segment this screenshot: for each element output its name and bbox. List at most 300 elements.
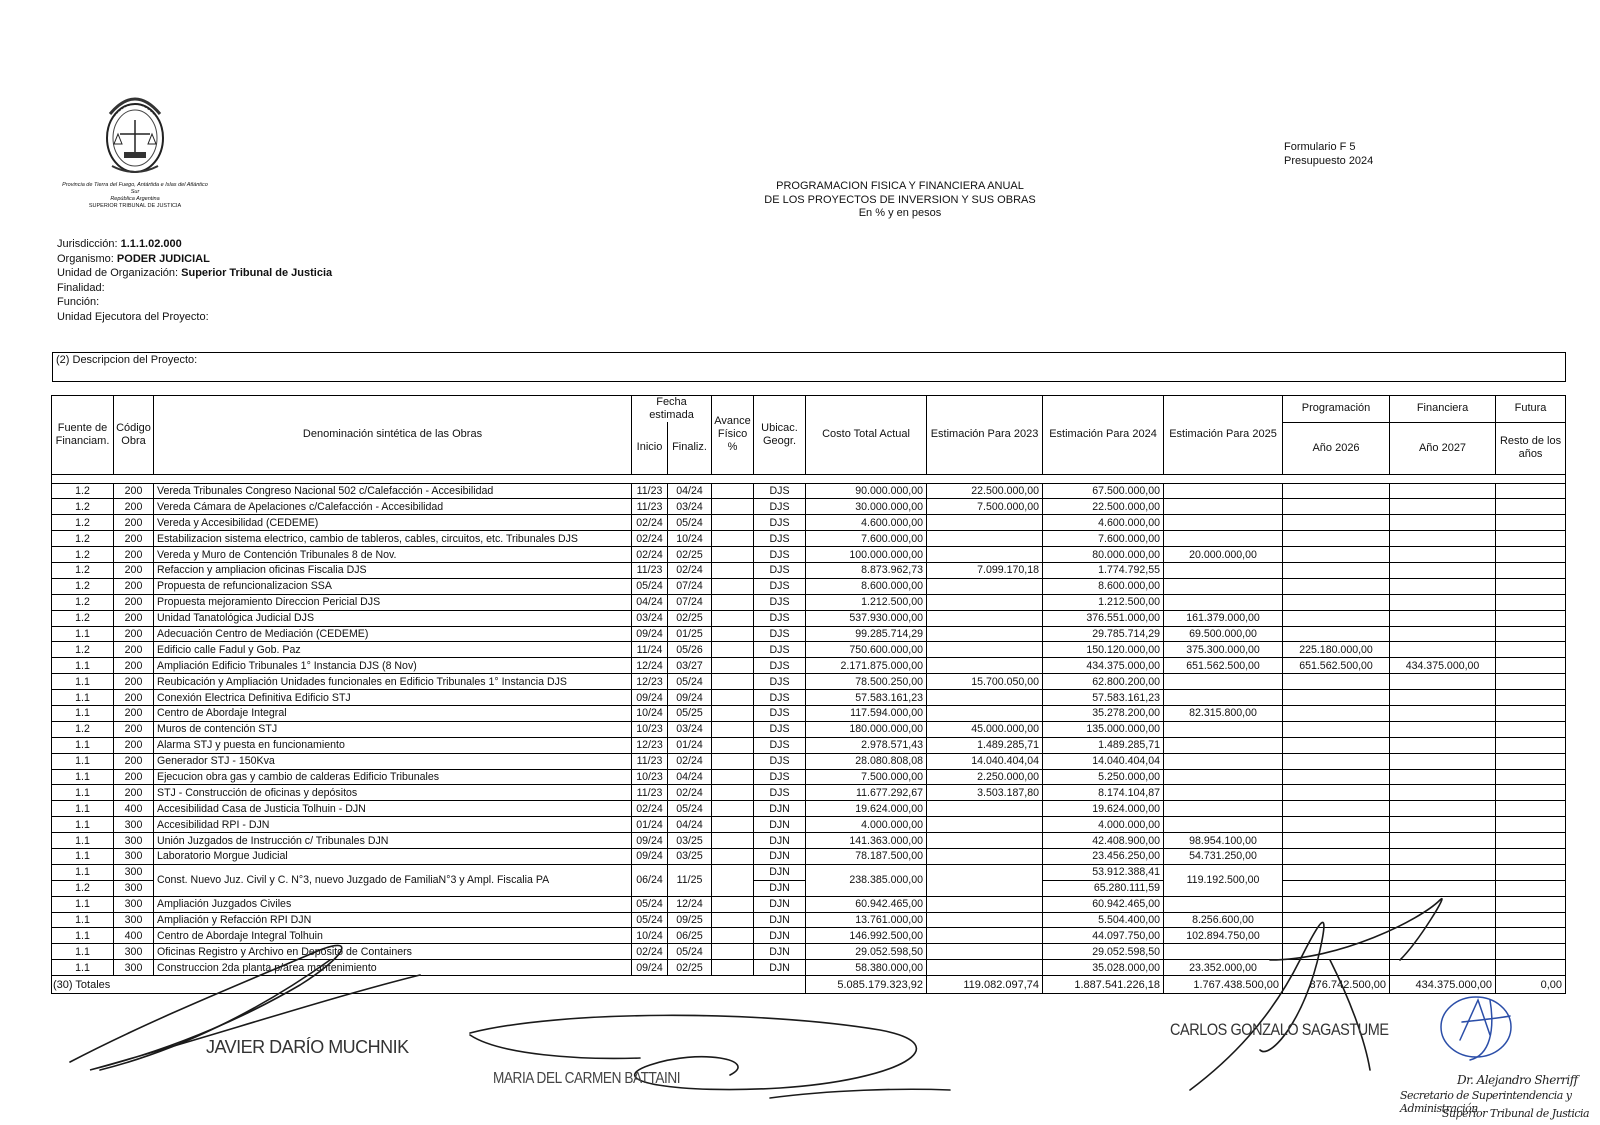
cell-est2024: 23.456.250,00 (1043, 848, 1164, 864)
cell-inicio: 10/23 (632, 721, 668, 737)
cell-costo: 7.500.000,00 (806, 769, 927, 785)
cell-denominacion: Propuesta de refuncionalizacion SSA (154, 578, 632, 594)
cell-fuente: 1.1 (52, 848, 114, 864)
signature-name-3: CARLOS GONZALO SAGASTUME (1170, 1020, 1389, 1039)
cell-fuente: 1.2 (52, 610, 114, 626)
cell-anio2027 (1390, 928, 1496, 944)
cell-est2023 (927, 801, 1043, 817)
header-est2025: Estimación Para 2025 (1164, 396, 1283, 475)
cell-finaliz: 02/24 (668, 753, 712, 769)
cell-codigo: 200 (114, 483, 154, 499)
cell-costo: 58.380.000,00 (806, 960, 927, 976)
cell-fuente: 1.1 (52, 833, 114, 849)
cell-codigo: 200 (114, 690, 154, 706)
cell-codigo: 200 (114, 547, 154, 563)
cell-ubicac: DJN (754, 944, 806, 960)
cell-resto (1496, 721, 1566, 737)
cell-costo: 8.600.000,00 (806, 578, 927, 594)
cell-finaliz: 03/25 (668, 833, 712, 849)
cell-est2023 (927, 896, 1043, 912)
cell-inicio: 01/24 (632, 817, 668, 833)
table-row (52, 944, 1566, 960)
cell-codigo: 200 (114, 674, 154, 690)
cell-est2023 (927, 912, 1043, 928)
cell-fuente: 1.1 (52, 864, 114, 880)
cell-resto (1496, 737, 1566, 753)
cell-codigo: 200 (114, 515, 154, 531)
cell-est2023 (927, 642, 1043, 658)
cell-est2024: 57.583.161,23 (1043, 690, 1164, 706)
cell-avance (712, 531, 754, 547)
cell-codigo: 200 (114, 737, 154, 753)
table-row (52, 705, 1566, 721)
cell-inicio: 11/23 (632, 483, 668, 499)
cell-est2024: 29.052.598,50 (1043, 944, 1164, 960)
jurisdiction-info (57, 237, 332, 325)
cell-codigo: 300 (114, 896, 154, 912)
cell-fuente: 1.1 (52, 912, 114, 928)
table-row (52, 562, 1566, 578)
cell-costo: 4.600.000,00 (806, 515, 927, 531)
total-anio2026: 876.742.500,00 (1283, 976, 1390, 994)
cell-anio2027: 434.375.000,00 (1390, 658, 1496, 674)
cell-avance (712, 594, 754, 610)
cell-costo: 60.942.465,00 (806, 896, 927, 912)
cell-est2025 (1164, 785, 1283, 801)
coat-of-arms-logo (100, 86, 170, 178)
cell-finaliz: 03/27 (668, 658, 712, 674)
cell-est2024: 14.040.404,04 (1043, 753, 1164, 769)
cell-ubicac: DJS (754, 721, 806, 737)
project-description-box (52, 352, 1566, 382)
cell-finaliz: 03/25 (668, 848, 712, 864)
cell-est2025: 20.000.000,00 (1164, 547, 1283, 563)
table-row (52, 801, 1566, 817)
table-row (52, 737, 1566, 753)
cell-fuente: 1.1 (52, 690, 114, 706)
cell-avance (712, 753, 754, 769)
cell-est2025: 69.500.000,00 (1164, 626, 1283, 642)
cell-costo: 117.594.000,00 (806, 705, 927, 721)
unidad-org-value: Superior Tribunal de Justicia (181, 267, 333, 280)
cell-resto (1496, 833, 1566, 849)
cell-est2025 (1164, 562, 1283, 578)
cell-codigo: 200 (114, 531, 154, 547)
cell-codigo: 300 (114, 880, 154, 896)
cell-denominacion: Ampliación Juzgados Civiles (154, 896, 632, 912)
table-row (52, 912, 1566, 928)
cell-est2024: 4.000.000,00 (1043, 817, 1164, 833)
table-row (52, 848, 1566, 864)
cell-costo: 28.080.808,08 (806, 753, 927, 769)
cell-avance (712, 944, 754, 960)
cell-anio2026 (1283, 848, 1390, 864)
cell-inicio: 02/24 (632, 531, 668, 547)
cell-resto (1496, 531, 1566, 547)
cell-anio2027 (1390, 642, 1496, 658)
cell-resto (1496, 817, 1566, 833)
cell-finaliz: 01/25 (668, 626, 712, 642)
cell-ubicac: DJN (754, 801, 806, 817)
cell-denominacion: Construccion 2da planta p/area mantenimiento (154, 960, 632, 976)
cell-finaliz: 05/25 (668, 705, 712, 721)
cell-est2025 (1164, 817, 1283, 833)
cell-est2025 (1164, 769, 1283, 785)
cell-est2025 (1164, 737, 1283, 753)
cell-denominacion: Unión Juzgados de Instrucción c/ Tribunales DJN (154, 833, 632, 849)
cell-est2023 (927, 817, 1043, 833)
signature-title-4: Secretario de Superintendencia y Administración (1400, 1089, 1572, 1115)
cell-anio2027 (1390, 721, 1496, 737)
cell-avance (712, 928, 754, 944)
cell-inicio: 03/24 (632, 610, 668, 626)
title-line-3: En % y en pesos (858, 207, 942, 219)
cell-costo: 2.171.875.000,00 (806, 658, 927, 674)
cell-inicio: 09/24 (632, 960, 668, 976)
cell-codigo: 200 (114, 769, 154, 785)
cell-codigo: 400 (114, 801, 154, 817)
cell-inicio: 05/24 (632, 912, 668, 928)
cell-resto (1496, 674, 1566, 690)
table-row (52, 674, 1566, 690)
cell-finaliz: 03/24 (668, 499, 712, 515)
header-fecha: Fecha estimada (632, 396, 712, 423)
cell-anio2027 (1390, 833, 1496, 849)
cell-denominacion: Unidad Tanatológica Judicial DJS (154, 610, 632, 626)
cell-est2023 (927, 833, 1043, 849)
table-row-group (52, 864, 1566, 880)
cell-resto (1496, 642, 1566, 658)
cell-avance (712, 960, 754, 976)
cell-est2025 (1164, 515, 1283, 531)
cell-avance (712, 515, 754, 531)
table-row (52, 578, 1566, 594)
cell-denominacion: Centro de Abordaje Integral Tolhuin (154, 928, 632, 944)
cell-fuente: 1.1 (52, 753, 114, 769)
cell-costo: 78.500.250,00 (806, 674, 927, 690)
cell-est2024: 1.212.500,00 (1043, 594, 1164, 610)
cell-fuente: 1.2 (52, 483, 114, 499)
totals-label: (30) Totales (52, 976, 806, 994)
cell-anio2027 (1390, 785, 1496, 801)
cell-est2024: 42.408.900,00 (1043, 833, 1164, 849)
cell-anio2026: 651.562.500,00 (1283, 658, 1390, 674)
cell-est2023 (927, 531, 1043, 547)
cell-fuente: 1.1 (52, 801, 114, 817)
totals-row (52, 976, 1566, 994)
cell-resto (1496, 960, 1566, 976)
cell-est2025: 651.562.500,00 (1164, 658, 1283, 674)
cell-avance (712, 737, 754, 753)
cell-anio2026 (1283, 753, 1390, 769)
cell-costo: 100.000.000,00 (806, 547, 927, 563)
cell-inicio: 02/24 (632, 801, 668, 817)
cell-est2025 (1164, 578, 1283, 594)
cell-denominacion: Muros de contención STJ (154, 721, 632, 737)
cell-anio2026 (1283, 833, 1390, 849)
cell-ubicac: DJS (754, 547, 806, 563)
cell-codigo: 200 (114, 753, 154, 769)
cell-anio2026 (1283, 610, 1390, 626)
cell-anio2027 (1390, 960, 1496, 976)
cell-est2025 (1164, 531, 1283, 547)
cell-anio2026 (1283, 690, 1390, 706)
cell-avance (712, 801, 754, 817)
table-row (52, 785, 1566, 801)
cell-finaliz: 02/24 (668, 785, 712, 801)
cell-est2025 (1164, 801, 1283, 817)
cell-denominacion: Vereda y Muro de Contención Tribunales 8 de Nov. (154, 547, 632, 563)
cell-fuente: 1.2 (52, 721, 114, 737)
cell-denominacion: Refaccion y ampliacion oficinas Fiscalia DJS (154, 562, 632, 578)
cell-denominacion: Adecuación Centro de Mediación (CEDEME) (154, 626, 632, 642)
table-row (52, 515, 1566, 531)
cell-anio2026 (1283, 562, 1390, 578)
cell-anio2026 (1283, 626, 1390, 642)
header-finaliz: Finaliz. (668, 422, 712, 474)
cell-inicio: 11/23 (632, 785, 668, 801)
cell-est2023: 1.489.285,71 (927, 737, 1043, 753)
cell-est2025: 161.379.000,00 (1164, 610, 1283, 626)
cell-est2023 (927, 515, 1043, 531)
cell-inicio: 12/23 (632, 674, 668, 690)
province-line-1: Provincia de Tierra del Fuego, Antártida e Islas del Atlántico Sur (62, 182, 208, 195)
projects-table (51, 395, 1566, 994)
cell-anio2026 (1283, 547, 1390, 563)
cell-est2024: 19.624.000,00 (1043, 801, 1164, 817)
cell-fuente: 1.1 (52, 960, 114, 976)
cell-anio2026 (1283, 531, 1390, 547)
cell-ubicac: DJS (754, 785, 806, 801)
cell-codigo: 200 (114, 626, 154, 642)
cell-costo: 57.583.161,23 (806, 690, 927, 706)
cell-codigo: 300 (114, 833, 154, 849)
cell-est2023 (927, 928, 1043, 944)
cell-ubicac: DJS (754, 515, 806, 531)
cell-finaliz: 01/24 (668, 737, 712, 753)
table-row (52, 896, 1566, 912)
cell-est2024: 35.028.000,00 (1043, 960, 1164, 976)
cell-inicio: 11/23 (632, 753, 668, 769)
table-row (52, 483, 1566, 499)
cell-anio2026 (1283, 705, 1390, 721)
cell-anio2027 (1390, 610, 1496, 626)
cell-anio2027 (1390, 737, 1496, 753)
cell-est2024: 8.600.000,00 (1043, 578, 1164, 594)
cell-anio2026 (1283, 801, 1390, 817)
cell-ubicac: DJS (754, 562, 806, 578)
cell-fuente: 1.1 (52, 944, 114, 960)
unidad-ejecutora-row: Unidad Ejecutora del Proyecto: (57, 310, 209, 323)
cell-avance (712, 562, 754, 578)
cell-est2025: 102.894.750,00 (1164, 928, 1283, 944)
cell-finaliz: 05/24 (668, 674, 712, 690)
header-avance: Avance Físico % (712, 396, 754, 475)
cell-fuente: 1.2 (52, 880, 114, 896)
cell-anio2027 (1390, 515, 1496, 531)
cell-fuente: 1.1 (52, 705, 114, 721)
cell-codigo: 200 (114, 499, 154, 515)
cell-inicio: 11/24 (632, 642, 668, 658)
cell-anio2026 (1283, 769, 1390, 785)
cell-ubicac: DJN (754, 880, 806, 896)
cell-anio2027 (1390, 880, 1496, 896)
table-row (52, 610, 1566, 626)
cell-resto (1496, 880, 1566, 896)
cell-resto (1496, 626, 1566, 642)
cell-inicio: 12/24 (632, 658, 668, 674)
table-row (52, 642, 1566, 658)
cell-est2024: 135.000.000,00 (1043, 721, 1164, 737)
cell-est2024: 5.250.000,00 (1043, 769, 1164, 785)
cell-resto (1496, 769, 1566, 785)
cell-inicio: 02/24 (632, 547, 668, 563)
cell-costo: 13.761.000,00 (806, 912, 927, 928)
cell-inicio: 10/24 (632, 928, 668, 944)
cell-avance (712, 690, 754, 706)
cell-denominacion: Vereda Cámara de Apelaciones c/Calefacción - Accesibilidad (154, 499, 632, 515)
cell-finaliz: 10/24 (668, 531, 712, 547)
table-row (52, 499, 1566, 515)
cell-costo: 29.052.598,50 (806, 944, 927, 960)
cell-finaliz: 07/24 (668, 594, 712, 610)
cell-ubicac: DJN (754, 912, 806, 928)
cell-finaliz: 05/24 (668, 801, 712, 817)
header-inicio: Inicio (632, 422, 668, 474)
cell-est2025: 54.731.250,00 (1164, 848, 1283, 864)
cell-avance (712, 547, 754, 563)
cell-anio2027 (1390, 817, 1496, 833)
cell-codigo: 200 (114, 562, 154, 578)
cell-avance (712, 848, 754, 864)
cell-avance (712, 483, 754, 499)
cell-avance (712, 769, 754, 785)
cell-est2024: 29.785.714,29 (1043, 626, 1164, 642)
cell-est2025 (1164, 674, 1283, 690)
cell-finaliz: 09/25 (668, 912, 712, 928)
table-row (52, 626, 1566, 642)
cell-inicio: 04/24 (632, 594, 668, 610)
cell-finaliz: 02/24 (668, 562, 712, 578)
cell-est2023 (927, 690, 1043, 706)
cell-est2023: 2.250.000,00 (927, 769, 1043, 785)
cell-inicio: 09/24 (632, 833, 668, 849)
total-costo: 5.085.179.323,92 (806, 976, 927, 994)
cell-inicio: 05/24 (632, 896, 668, 912)
cell-est2024: 8.174.104,87 (1043, 785, 1164, 801)
cell-ubicac: DJS (754, 690, 806, 706)
signature-name-4: Dr. Alejandro Sherriff (1457, 1073, 1578, 1087)
table-row (52, 531, 1566, 547)
cell-anio2027 (1390, 705, 1496, 721)
cell-inicio: 09/24 (632, 848, 668, 864)
cell-codigo: 400 (114, 928, 154, 944)
cell-fuente: 1.2 (52, 562, 114, 578)
cell-resto (1496, 928, 1566, 944)
cell-denominacion: Alarma STJ y puesta en funcionamiento (154, 737, 632, 753)
cell-denominacion: Accesibilidad Casa de Justicia Tolhuin - DJN (154, 801, 632, 817)
cell-inicio: 02/24 (632, 944, 668, 960)
cell-anio2026: 225.180.000,00 (1283, 642, 1390, 658)
cell-inicio: 05/24 (632, 578, 668, 594)
cell-est2025: 119.192.500,00 (1164, 864, 1283, 896)
project-description-label: (2) Descripcion del Proyecto: (56, 354, 198, 366)
cell-ubicac: DJS (754, 626, 806, 642)
cell-est2023: 7.099.170,18 (927, 562, 1043, 578)
cell-anio2027 (1390, 674, 1496, 690)
cell-inicio: 06/24 (632, 864, 668, 896)
cell-fuente: 1.2 (52, 594, 114, 610)
cell-costo: 537.930.000,00 (806, 610, 927, 626)
cell-costo: 90.000.000,00 (806, 483, 927, 499)
total-resto: 0,00 (1496, 976, 1566, 994)
cell-fuente: 1.1 (52, 674, 114, 690)
table-row (52, 690, 1566, 706)
signature-name-2: MARIA DEL CARMEN BATTAINI (493, 1070, 681, 1087)
cell-costo: 19.624.000,00 (806, 801, 927, 817)
cell-anio2027 (1390, 769, 1496, 785)
institution-caption: SUPERIOR TRIBUNAL DE JUSTICIA (88, 203, 182, 209)
header-resto: Resto de los años (1496, 422, 1566, 474)
cell-avance (712, 817, 754, 833)
cell-ubicac: DJS (754, 753, 806, 769)
cell-fuente: 1.1 (52, 626, 114, 642)
cell-finaliz: 11/25 (668, 864, 712, 896)
cell-codigo: 300 (114, 912, 154, 928)
cell-denominacion: Reubicación y Ampliación Unidades funcionales en Edificio Tribunales 1° Instancia DJS (154, 674, 632, 690)
cell-resto (1496, 690, 1566, 706)
table-row (52, 721, 1566, 737)
cell-est2024: 44.097.750,00 (1043, 928, 1164, 944)
cell-resto (1496, 578, 1566, 594)
cell-ubicac: DJN (754, 848, 806, 864)
cell-anio2027 (1390, 547, 1496, 563)
cell-codigo: 200 (114, 610, 154, 626)
cell-fuente: 1.2 (52, 578, 114, 594)
cell-inicio: 11/23 (632, 499, 668, 515)
cell-denominacion: Laboratorio Morgue Judicial (154, 848, 632, 864)
cell-ubicac: DJS (754, 578, 806, 594)
cell-est2025 (1164, 690, 1283, 706)
cell-resto (1496, 610, 1566, 626)
cell-est2024: 53.912.388,41 (1043, 864, 1164, 880)
cell-resto (1496, 705, 1566, 721)
cell-inicio: 10/23 (632, 769, 668, 785)
cell-ubicac: DJS (754, 499, 806, 515)
cell-costo: 4.000.000,00 (806, 817, 927, 833)
cell-finaliz: 12/24 (668, 896, 712, 912)
cell-costo: 30.000.000,00 (806, 499, 927, 515)
cell-fuente: 1.2 (52, 547, 114, 563)
cell-denominacion: Oficinas Registro y Archivo en Deposito de Containers (154, 944, 632, 960)
cell-fuente: 1.2 (52, 499, 114, 515)
cell-resto (1496, 944, 1566, 960)
cell-finaliz: 07/24 (668, 578, 712, 594)
form-number: Formulario F 5 (1284, 141, 1356, 153)
cell-est2025 (1164, 896, 1283, 912)
cell-fuente: 1.2 (52, 515, 114, 531)
cell-anio2027 (1390, 594, 1496, 610)
total-est2023: 119.082.097,74 (927, 976, 1043, 994)
cell-ubicac: DJN (754, 896, 806, 912)
cell-ubicac: DJN (754, 833, 806, 849)
cell-avance (712, 896, 754, 912)
cell-anio2027 (1390, 690, 1496, 706)
cell-est2024: 150.120.000,00 (1043, 642, 1164, 658)
cell-costo: 11.677.292,67 (806, 785, 927, 801)
header-denominacion: Denominación sintética de las Obras (154, 396, 632, 475)
document-title (600, 180, 1200, 221)
